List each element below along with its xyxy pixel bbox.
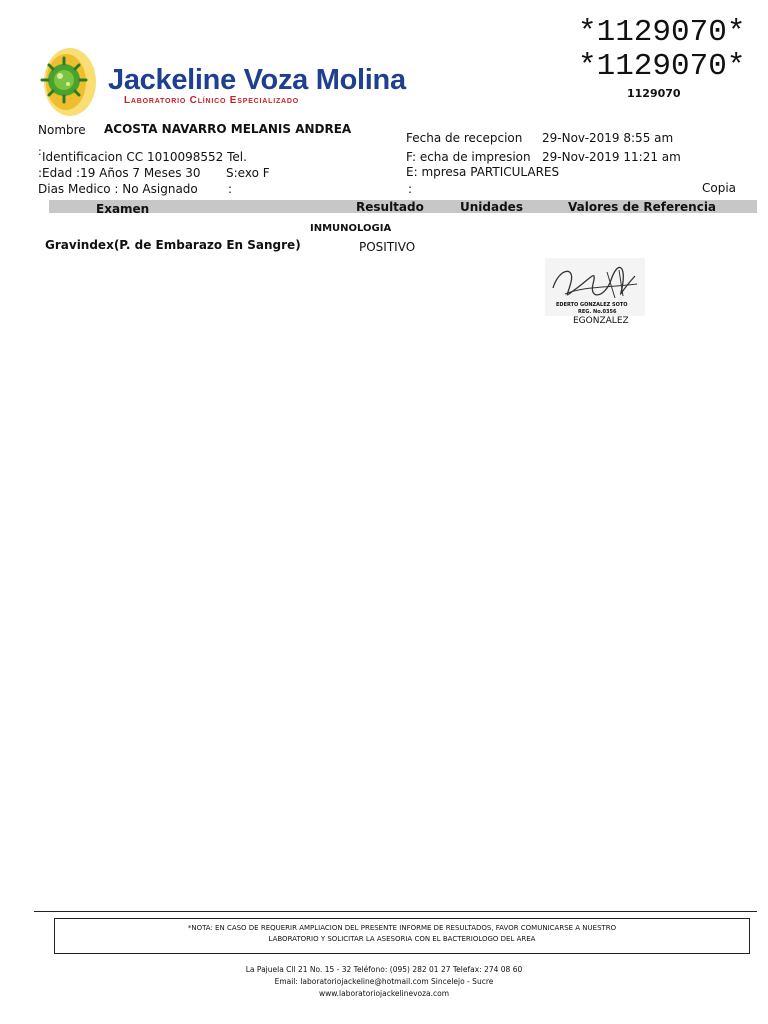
signature-reg: REG. No.0356 xyxy=(578,309,617,315)
exam-result: POSITIVO xyxy=(359,240,416,254)
company-line: E: mpresa PARTICULARES xyxy=(406,165,560,179)
footer-email: Email: laboratoriojackeline@hotmail.com Sincelejo - Sucre xyxy=(274,977,494,986)
age-line: :Edad :19 Años 7 Meses 30 xyxy=(38,166,201,180)
virus-cell-emblem-icon xyxy=(36,44,100,120)
footer-address: La Pajuela Cll 21 No. 15 - 32 Teléfono: (095) 282 01 27 Telefax: 274 08 60 xyxy=(245,965,523,974)
lab-name: Jackeline Voza Molina xyxy=(108,64,406,96)
patient-name: ACOSTA NAVARRO MELANIS ANDREA xyxy=(104,122,352,136)
barcode-number: 1129070 xyxy=(627,87,681,100)
footer-web: www.laboratoriojackelinevoza.com xyxy=(318,989,450,998)
colon-marker: : xyxy=(408,182,413,196)
signature-name: EDERTO GONZALEZ SOTO xyxy=(556,302,628,308)
reception-value: 29-Nov-2019 8:55 am xyxy=(542,131,674,145)
footer-divider xyxy=(34,911,757,912)
note-line-1: *NOTA: EN CASO DE REQUERIR AMPLIACION DEL PRESENTE INFORME DE RESULTADOS, FAVOR COMUNICARSE A NUESTRO xyxy=(187,924,617,932)
doctor-line: Dias Medico : No Asignado xyxy=(38,182,198,196)
lab-logo xyxy=(36,44,100,120)
note-line-2: LABORATORIO Y SOLICITAR LA ASESORIA CON EL BACTERIOLOGO DEL AREA xyxy=(268,935,536,943)
name-label: Nombre xyxy=(38,123,86,137)
signature-user: EGONZALEZ xyxy=(573,316,629,326)
sex-line: S:exo F xyxy=(226,166,270,180)
header-valores-referencia: Valores de Referencia xyxy=(568,200,717,214)
colon-marker: : xyxy=(228,182,233,196)
section-title: INMUNOLOGIA xyxy=(310,223,392,234)
barcode-line-2: *1129070* xyxy=(578,49,746,84)
reception-label: Fecha de recepcion xyxy=(406,131,523,145)
identification-line: Identificacion CC 1010098552 Tel. xyxy=(42,150,247,164)
header-unidades: Unidades xyxy=(460,200,523,214)
print-date-value: 29-Nov-2019 11:21 am xyxy=(542,150,681,164)
colon-marker: : xyxy=(38,145,42,158)
copy-label: Copia xyxy=(702,181,737,195)
lab-subtitle: Laboratorio Clínico Especializado xyxy=(124,95,299,106)
note-box xyxy=(54,918,750,954)
exam-name: Gravindex(P. de Embarazo En Sangre) xyxy=(45,238,301,252)
header-resultado: Resultado xyxy=(356,200,424,214)
barcode-line-1: *1129070* xyxy=(578,15,746,50)
header-examen: Examen xyxy=(96,202,150,216)
print-date-label: F: echa de impresion xyxy=(406,150,531,164)
age-text: Edad :19 Años 7 Meses 30 xyxy=(42,166,201,180)
